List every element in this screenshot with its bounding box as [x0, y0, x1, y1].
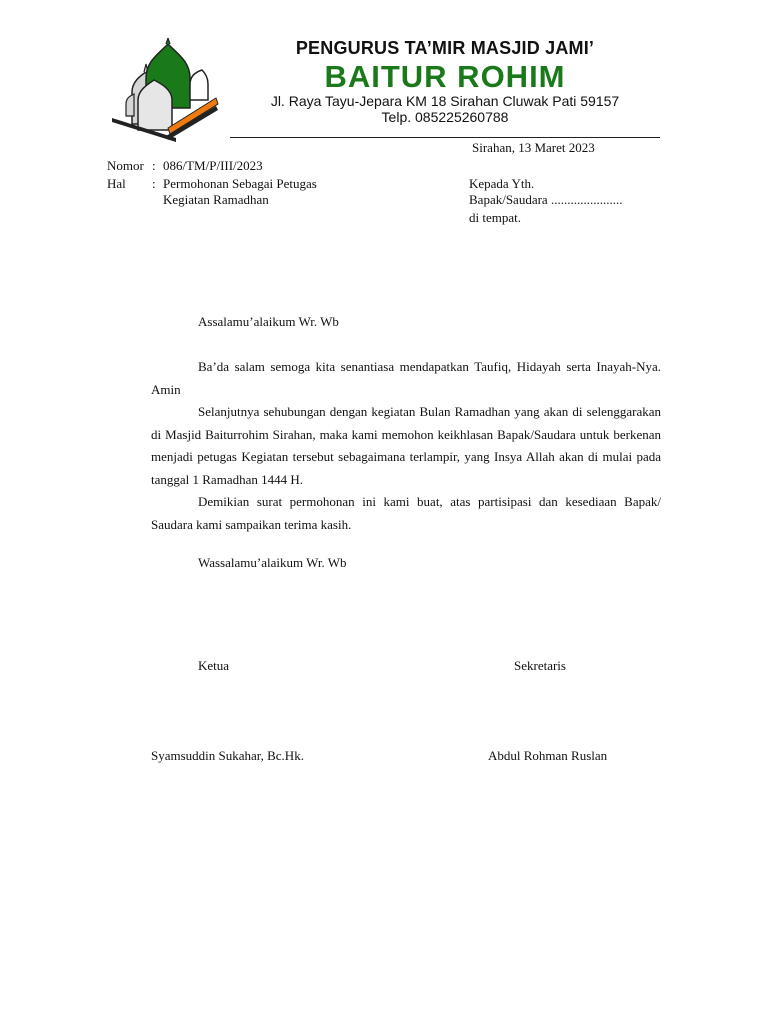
org-name: BAITUR ROHIM [324, 59, 566, 94]
nomor-label: Nomor [107, 158, 144, 173]
greeting-open: Assalamu’alaikum Wr. Wb [198, 314, 339, 329]
recipient-line2: Bapak/Saudara ...................... [469, 192, 623, 207]
nomor-value: 086/TM/P/III/2023 [163, 158, 263, 173]
mosque-logo-icon [110, 38, 222, 142]
signature-label-ketua: Ketua [198, 658, 230, 673]
recipient-line1: Kepada Yth. [469, 176, 535, 191]
signature-name-sekretaris: Abdul Rohman Ruslan [488, 748, 608, 763]
nomor-colon: : [152, 158, 156, 173]
org-title: PENGURUS TA’MIR MASJID JAMI’ [295, 38, 595, 58]
header-divider [230, 137, 660, 138]
signature-name-ketua: Syamsuddin Sukahar, Bc.Hk. [151, 748, 304, 763]
hal-subject-line2: Kegiatan Ramadhan [163, 192, 269, 207]
recipient-line3: di tempat. [469, 210, 521, 225]
hal-colon: : [152, 176, 156, 191]
letter-date: Sirahan, 13 Maret 2023 [472, 140, 595, 155]
org-phone: Telp. 085225260788 [381, 109, 509, 125]
greeting-close: Wassalamu’alaikum Wr. Wb [198, 555, 347, 570]
body-paragraph-2-text: Selanjutnya sehubungan dengan kegiatan Bulan Ramadhan yang akan di selenggarakan di Masjid Baiturrohim Sirahan, maka kami memohon keikhlasan Bapak/Saudara untuk berkenan menjadi petugas Kegiatan tersebut sebagaimana terlampir, yang Insya Allah akan di mulai pada tanggal 1 Ramadhan 1444 H. [151, 404, 661, 487]
org-address: Jl. Raya Tayu-Jepara KM 18 Sirahan Cluwak Pati 59157 [270, 93, 620, 109]
body-paragraph-2 [151, 401, 661, 491]
body-paragraph-3 [151, 491, 661, 536]
hal-label: Hal [107, 176, 126, 191]
body-paragraph-1 [151, 356, 661, 401]
body-paragraph-3-text: Demikian surat permohonan ini kami buat, atas partisipasi dan kesediaan Bapak/ Saudara kami sampaikan terima kasih. [151, 494, 661, 532]
body-paragraph-1-text: Ba’da salam semoga kita senantiasa mendapatkan Taufiq, Hidayah serta Inayah-Nya. Amin [151, 359, 661, 397]
hal-subject-line1: Permohonan Sebagai Petugas [163, 176, 317, 191]
signature-label-sekretaris: Sekretaris [514, 658, 566, 673]
